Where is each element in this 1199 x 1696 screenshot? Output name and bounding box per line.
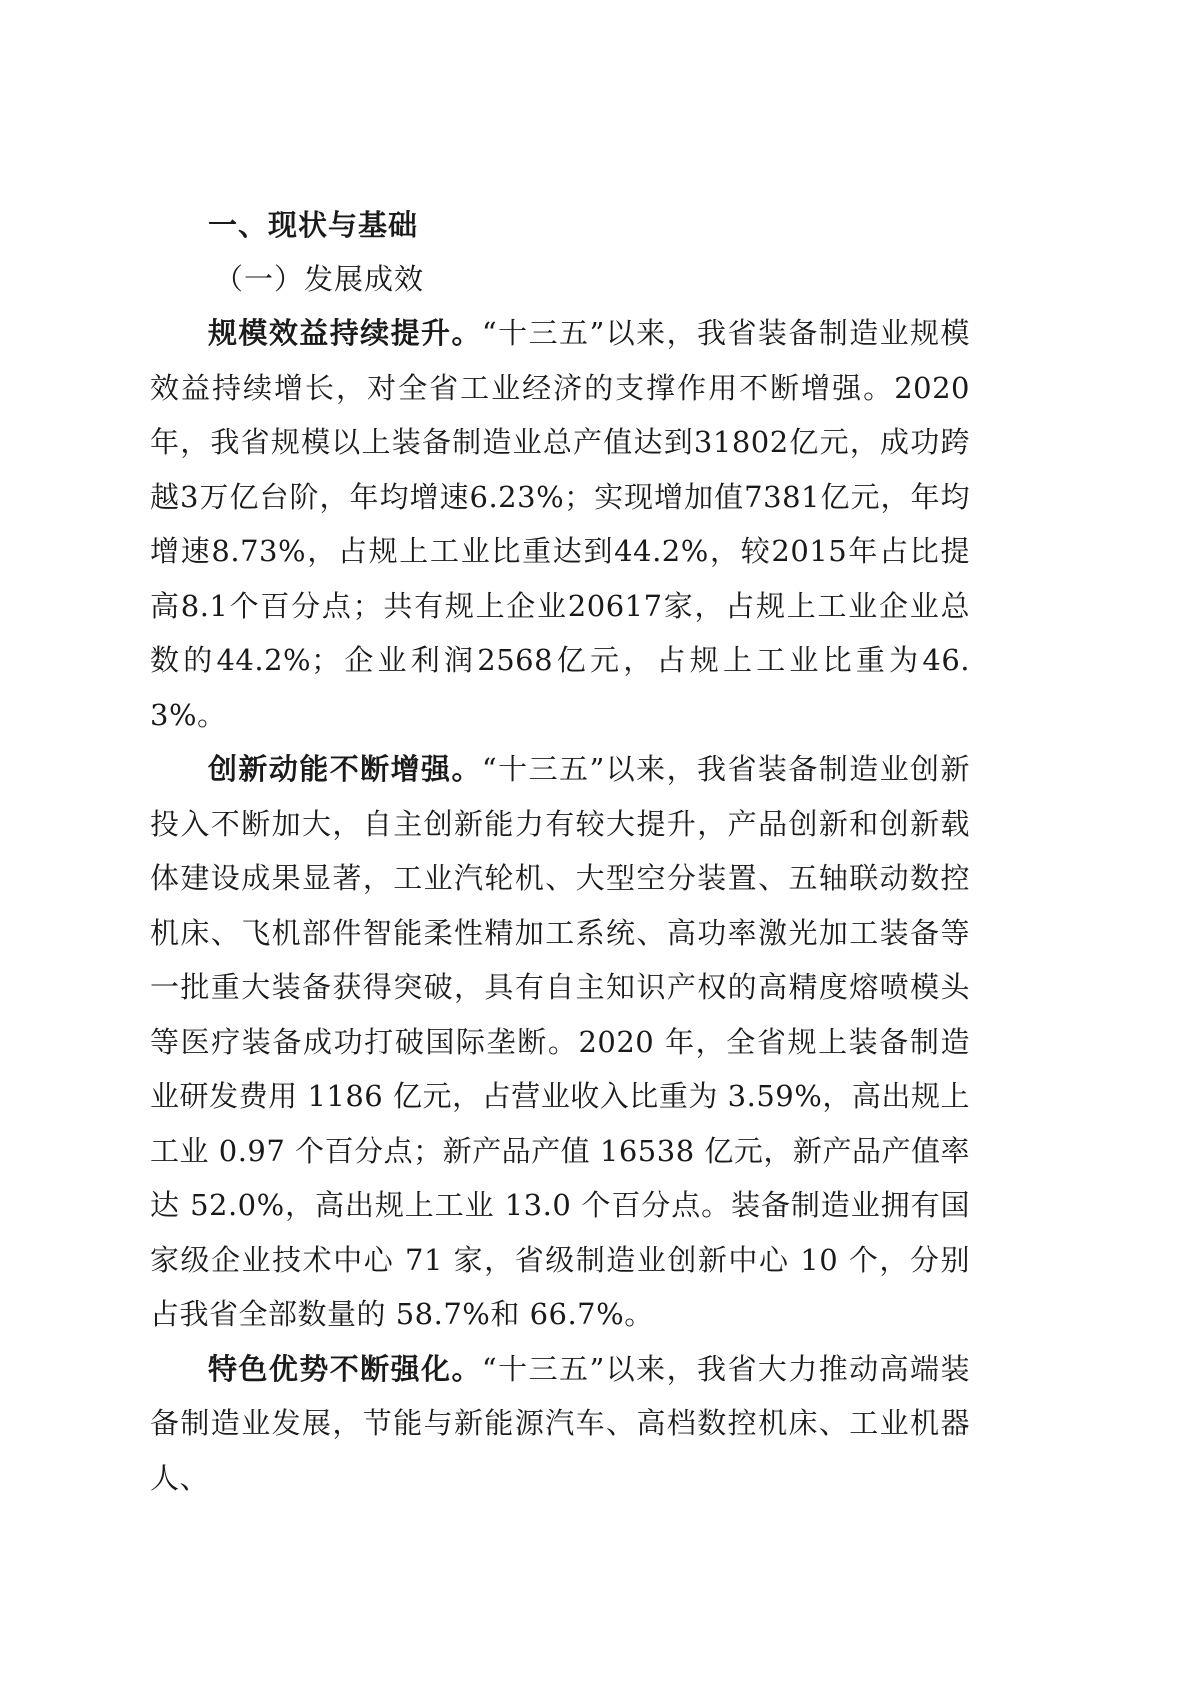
paragraph-innovation	[150, 742, 970, 1342]
paragraph-body: “十三五”以来，我省装备制造业规模效益持续增长，对全省工业经济的支撑作用不断增强。2020年，我省规模以上装备制造业总产值达到31802亿元，成功跨越3万亿台阶，年均增速6.23%；实现增加值7381亿元，年均增速8.73%，占规上工业比重达到44.2%，较2015年占比提高8.1个百分点；共有规上企业20617家，占规上工业企业总数的44.2%；企业利润2568亿元，占规上工业比重为46.3%。	[150, 316, 970, 732]
paragraph-lead: 特色优势不断强化。	[208, 1351, 482, 1386]
paragraph-body: “十三五”以来，我省大力推动高端装备制造业发展，节能与新能源汽车、高档数控机床、工业机器人、	[150, 1351, 970, 1495]
paragraph-body: “十三五”以来，我省装备制造业创新投入不断加大，自主创新能力有较大提升，产品创新和创新载体建设成果显著，工业汽轮机、大型空分装置、五轴联动数控机床、飞机部件智能柔性精加工系统、高功率激光加工装备等一批重大装备获得突破，具有自主知识产权的高精度熔喷模头等医疗装备成功打破国际垄断。2020 年，全省规上装备制造业研发费用 1186 亿元，占营业收入比重为 3.59%，高出规上工业 0.97 个百分点；新产品产值 16538 亿元，新产品产值率达 52.0%，高出规上工业 13.0 个百分点。装备制造业拥有国家级企业技术中心 71 家，省级制造业创新中心 10 个，分别占我省全部数量的 58.7%和 66.7%。	[150, 752, 970, 1331]
paragraph-scale-benefit	[150, 306, 970, 742]
section-heading: 一、现状与基础	[208, 208, 419, 242]
paragraph-lead: 规模效益持续提升。	[208, 316, 482, 350]
paragraph-advantages	[150, 1342, 970, 1506]
document-page	[150, 198, 970, 1505]
paragraph-lead: 创新动能不断增强。	[208, 752, 482, 786]
subsection-heading: （一）发展成效	[214, 262, 425, 296]
